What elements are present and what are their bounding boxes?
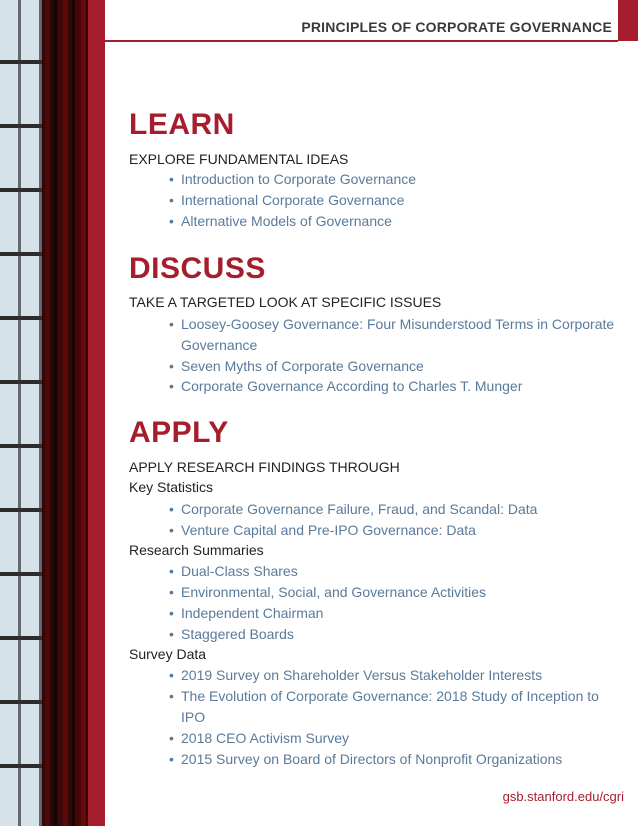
apply-item[interactable]: • Staggered Boards xyxy=(169,624,624,645)
apply-item[interactable]: • 2019 Survey on Shareholder Versus Stakeholder Interests xyxy=(169,665,624,686)
bullet-icon: • xyxy=(169,501,174,517)
learn-item[interactable]: • Introduction to Corporate Governance xyxy=(169,169,624,190)
discuss-item[interactable]: • Loosey-Goosey Governance: Four Misunderstood Terms in Corporate Governance xyxy=(169,316,615,353)
apply-item[interactable]: • Venture Capital and Pre-IPO Governance: Data xyxy=(169,520,624,541)
apply-item[interactable]: • 2015 Survey on Board of Directors of Nonprofit Organizations xyxy=(169,749,624,770)
apply-item[interactable]: • Corporate Governance Failure, Fraud, and Scandal: Data xyxy=(169,499,624,520)
document-title: PRINCIPLES OF CORPORATE GOVERNANCE xyxy=(301,19,612,35)
bullet-icon: • xyxy=(169,171,174,187)
apply-item[interactable]: • Independent Chairman xyxy=(169,603,624,624)
apply-subheading: APPLY RESEARCH FINDINGS THROUGH xyxy=(129,459,400,475)
bullet-icon: • xyxy=(169,751,174,767)
bullet-icon: • xyxy=(169,316,174,332)
apply-item[interactable]: • Dual-Class Shares xyxy=(169,561,624,582)
bullet-icon: • xyxy=(169,605,174,621)
discuss-item[interactable]: • Corporate Governance According to Charles T. Munger xyxy=(169,376,624,397)
learn-item[interactable]: • International Corporate Governance xyxy=(169,190,624,211)
bullet-icon: • xyxy=(169,378,174,394)
red-vertical-band xyxy=(88,0,105,826)
bullet-icon: • xyxy=(169,522,174,538)
bullet-icon: • xyxy=(169,213,174,229)
apply-heading: APPLY xyxy=(129,416,229,449)
learn-heading: LEARN xyxy=(129,108,235,141)
learn-item[interactable]: • Alternative Models of Governance xyxy=(169,211,624,232)
apply-item[interactable]: • 2018 CEO Activism Survey xyxy=(169,728,624,749)
group-label-key-statistics: Key Statistics xyxy=(129,479,214,495)
bullet-icon: • xyxy=(169,667,174,683)
bullet-icon: • xyxy=(169,192,174,208)
apply-item[interactable]: • The Evolution of Corporate Governance: 2018 Study of Inception to IPO xyxy=(169,688,599,725)
discuss-heading: DISCUSS xyxy=(129,252,266,285)
group-label-research-summaries: Research Summaries xyxy=(129,542,264,558)
window-photo xyxy=(0,0,42,826)
group-label-survey-data: Survey Data xyxy=(129,646,207,662)
bullet-icon: • xyxy=(169,730,174,746)
bullet-icon: • xyxy=(169,688,174,704)
header-rule xyxy=(105,40,618,42)
bullet-icon: • xyxy=(169,563,174,579)
apply-item[interactable]: • Environmental, Social, and Governance Activities xyxy=(169,582,624,603)
header-accent-block xyxy=(618,0,638,41)
discuss-item[interactable]: • Seven Myths of Corporate Governance xyxy=(169,356,624,377)
bullet-icon: • xyxy=(169,584,174,600)
learn-subheading: EXPLORE FUNDAMENTAL IDEAS xyxy=(129,151,349,167)
discuss-subheading: TAKE A TARGETED LOOK AT SPECIFIC ISSUES xyxy=(129,294,442,310)
bullet-icon: • xyxy=(169,358,174,374)
footer-url-link[interactable]: gsb.stanford.edu/cgri xyxy=(502,789,624,804)
bullet-icon: • xyxy=(169,626,174,642)
